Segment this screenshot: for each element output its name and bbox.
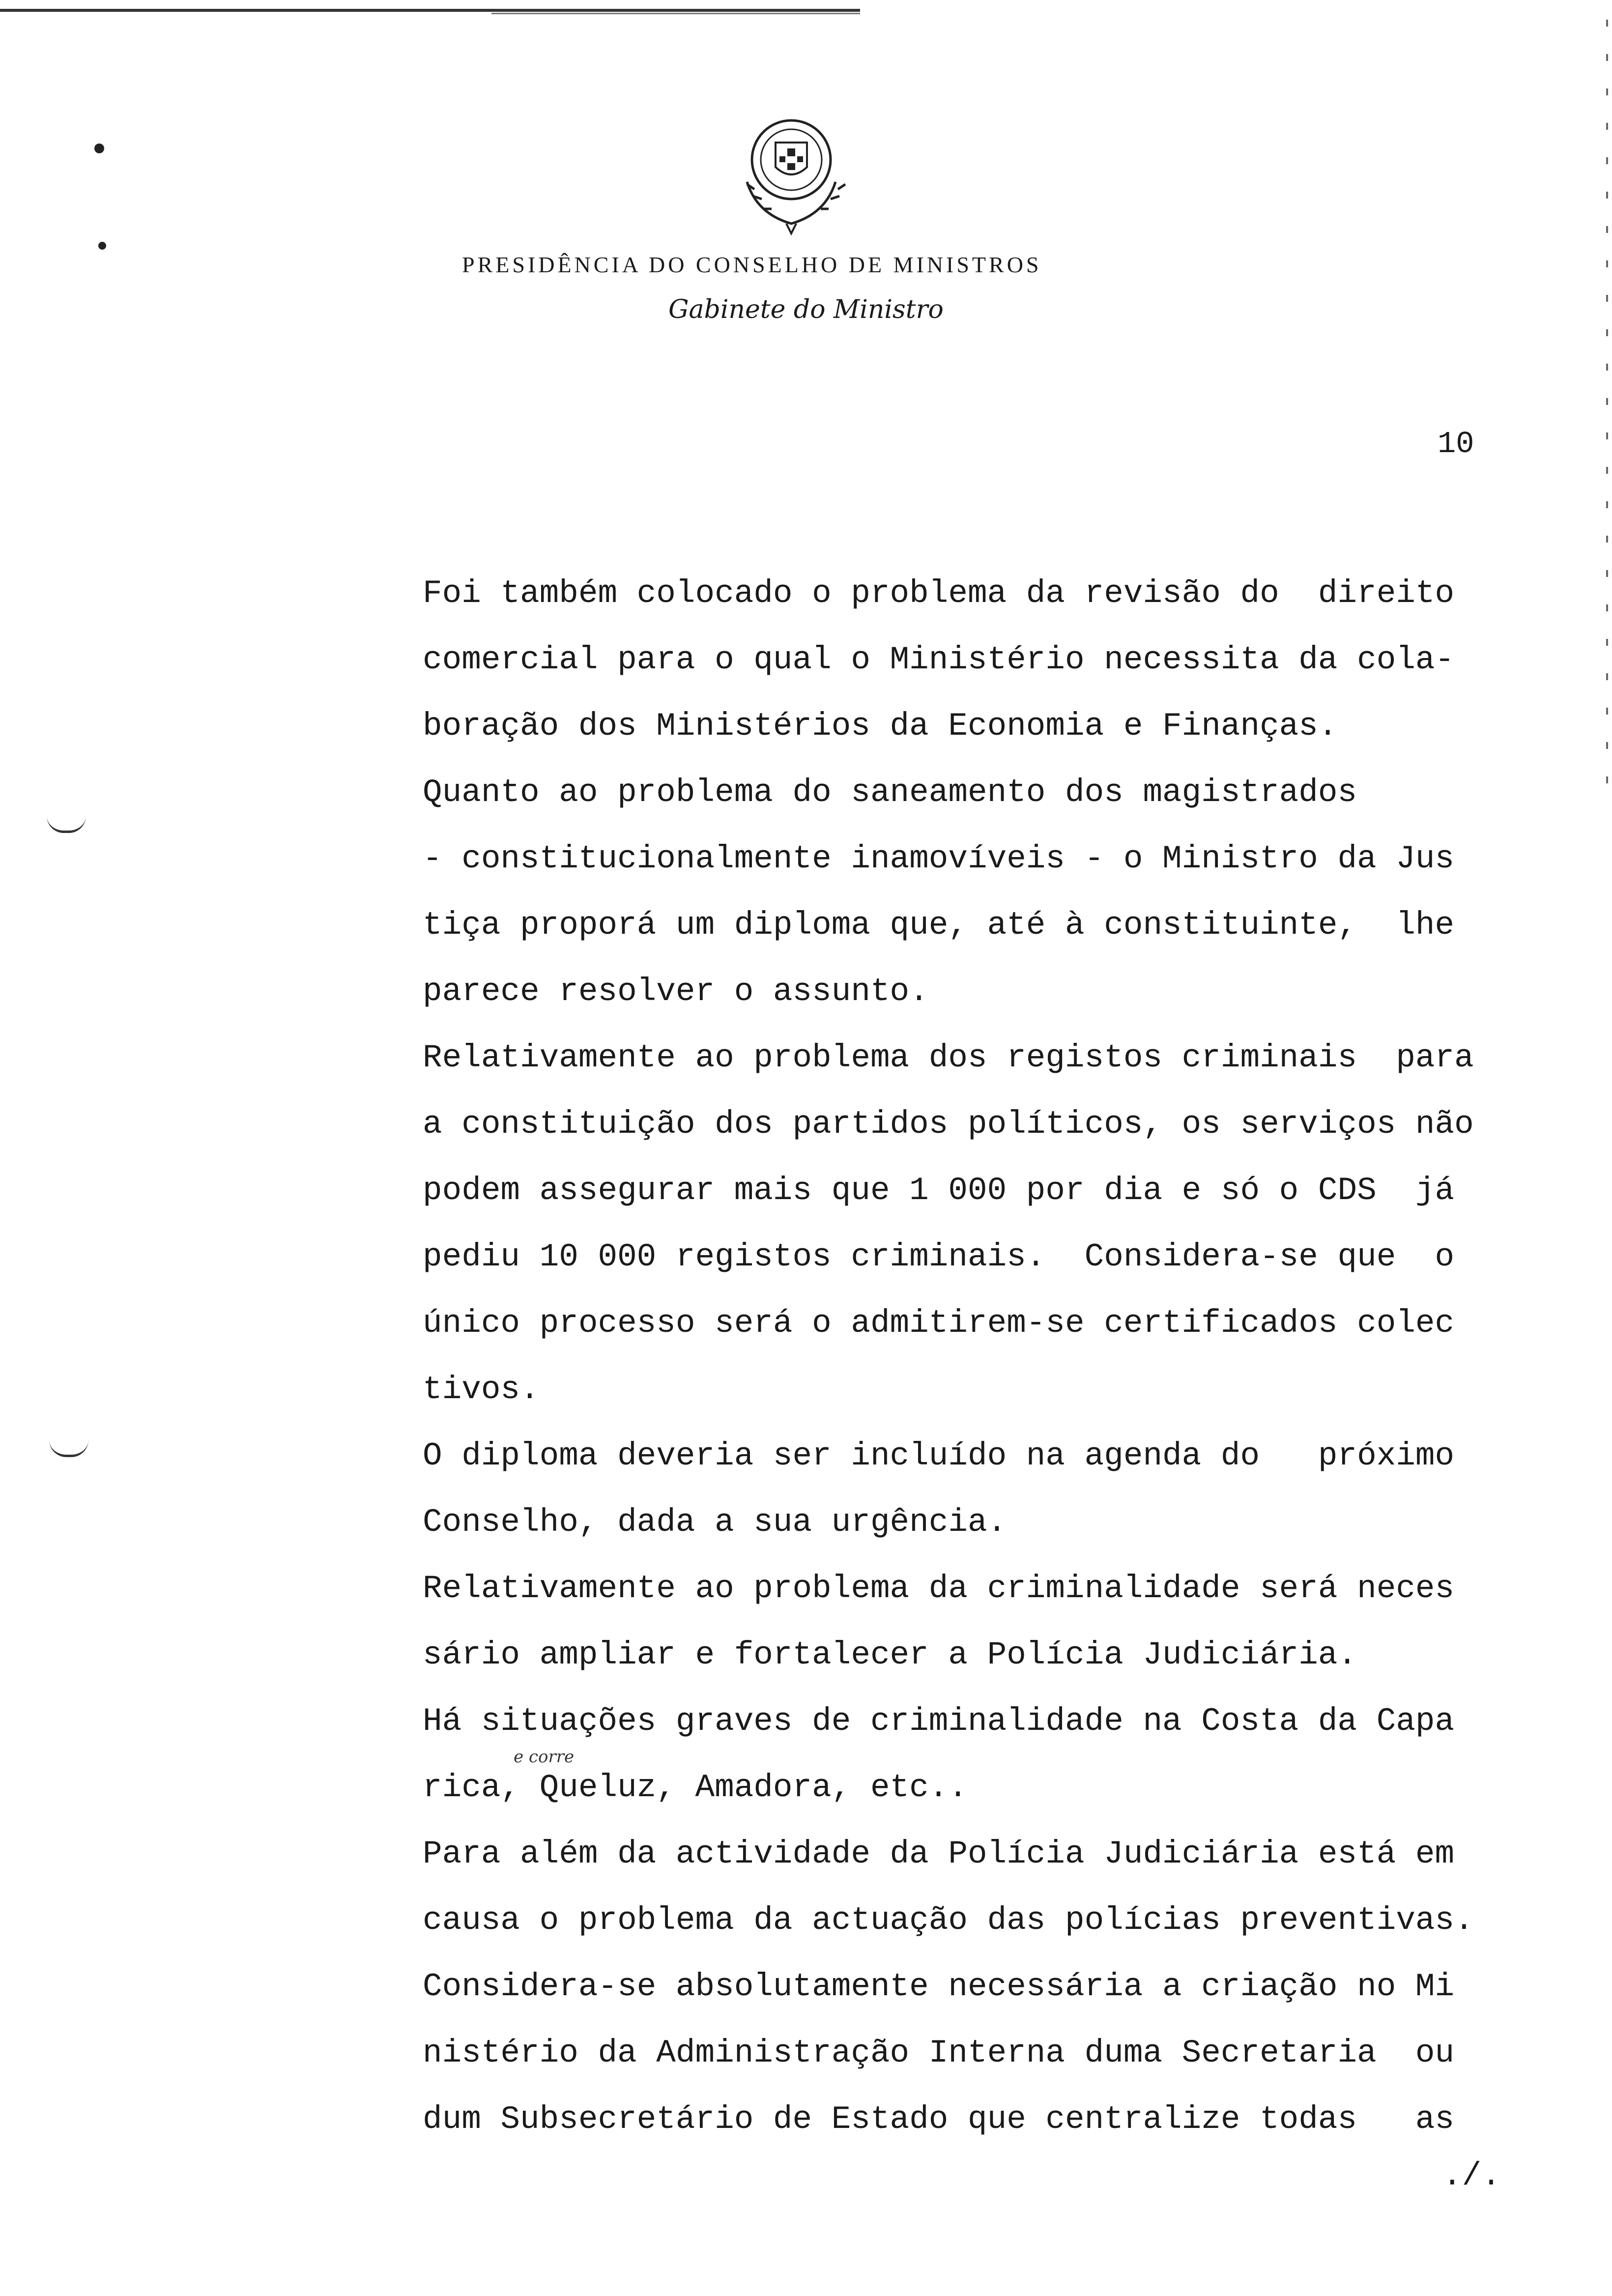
- body-line: boração dos Ministérios da Economia e Finanças.: [423, 708, 1338, 745]
- body-line: Foi também colocado o problema da revisão do direito: [423, 575, 1455, 612]
- body-line: Conselho, dada a sua urgência.: [423, 1504, 1007, 1541]
- document-body: [423, 560, 1504, 2152]
- body-line: Há situações graves de criminalidade na Costa da Capa: [423, 1703, 1455, 1740]
- body-line: dum Subsecretário de Estado que centralize todas as: [423, 2101, 1455, 2138]
- punch-hole-mark: [98, 242, 106, 250]
- body-line: sário ampliar e fortalecer a Polícia Judiciária.: [423, 1636, 1357, 1673]
- handwritten-insert: e corre: [514, 1747, 575, 1767]
- body-line: comercial para o qual o Ministério necessita da cola-: [423, 641, 1455, 678]
- body-line: rica, Queluz, Amadora, etc..: [423, 1769, 968, 1806]
- body-line: parece resolver o assunto.: [423, 973, 929, 1010]
- body-line: Considera-se absolutamente necessária a criação no Mi: [423, 1968, 1455, 2005]
- margin-tick-mark: [47, 816, 86, 833]
- body-line: Relativamente ao problema dos registos criminais para: [423, 1039, 1474, 1076]
- body-line: podem assegurar mais que 1 000 por dia e só o CDS já: [423, 1172, 1455, 1209]
- body-line: a constituição dos partidos políticos, os serviços não: [423, 1106, 1474, 1143]
- page-number: 10: [1438, 427, 1474, 461]
- top-scan-rule-secondary: [491, 13, 860, 14]
- body-line: nistério da Administração Interna duma Secretaria ou: [423, 2035, 1455, 2071]
- margin-tick-mark: [49, 1440, 88, 1457]
- body-line: único processo será o admitirem-se certificados colec: [423, 1305, 1455, 1342]
- body-line: - constitucionalmente inamovíveis - o Ministro da Jus: [423, 840, 1455, 877]
- body-line: Para além da actividade da Polícia Judiciária está em: [423, 1836, 1455, 1872]
- top-scan-rule: [0, 9, 860, 12]
- body-line: Quanto ao problema do saneamento dos magistrados: [423, 774, 1357, 811]
- body-line: O diploma deveria ser incluído na agenda do próximo: [423, 1437, 1455, 1474]
- body-line: pediu 10 000 registos criminais. Considera-se que o: [423, 1238, 1455, 1275]
- right-edge-scan-artifact: [1606, 20, 1608, 806]
- ministry-header-subtitle: Gabinete do Ministro: [668, 295, 944, 324]
- ministry-header-title: PRESIDÊNCIA DO CONSELHO DE MINISTROS: [462, 252, 1042, 277]
- body-line: Relativamente ao problema da criminalidade será neces: [423, 1570, 1455, 1607]
- portuguese-coat-of-arms-icon: [727, 108, 855, 236]
- continuation-mark: ./.: [1442, 2157, 1501, 2194]
- body-line: tiça proporá um diploma que, até à constituinte, lhe: [423, 907, 1455, 944]
- punch-hole-mark: [94, 144, 104, 153]
- body-line: tivos.: [423, 1371, 540, 1408]
- body-line: causa o problema da actuação das polícias preventivas.: [423, 1902, 1474, 1939]
